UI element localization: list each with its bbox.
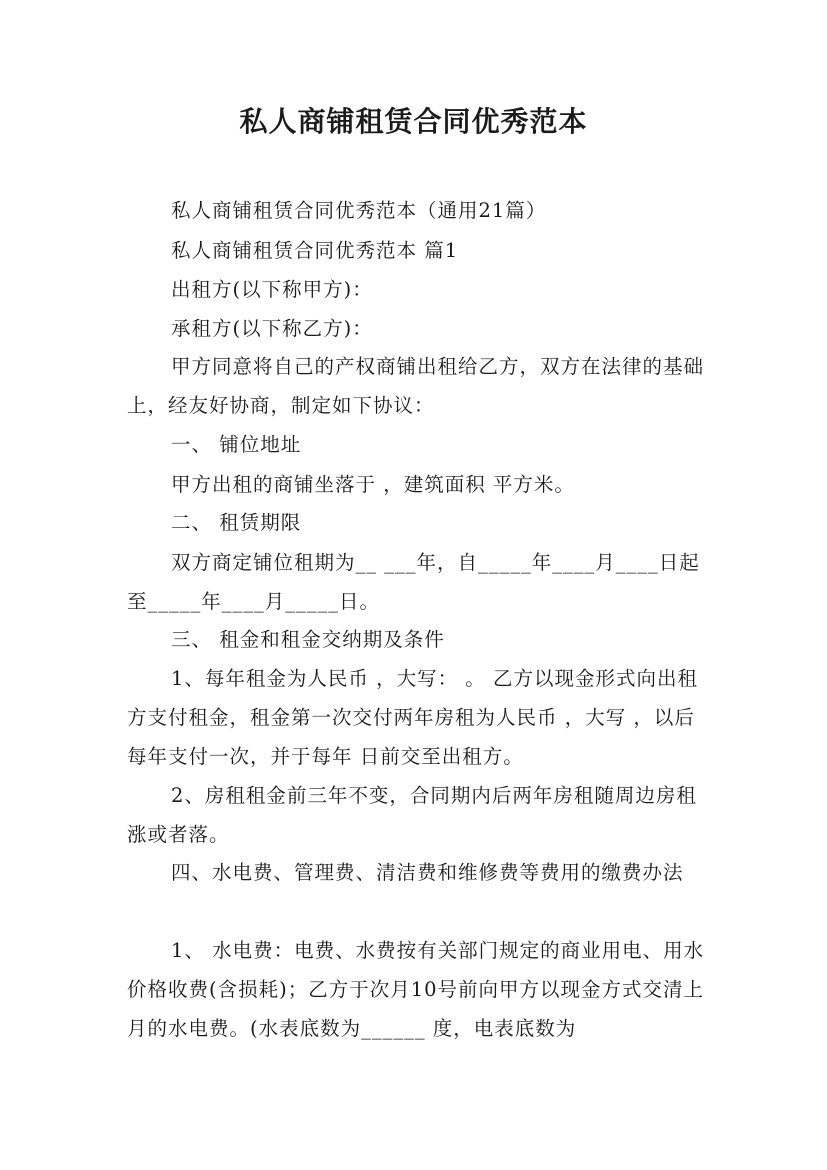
- lessor-paragraph: 出租方(以下称甲方)：: [171, 278, 373, 301]
- agreement-intro-paragraph: 甲方同意将自己的产权商铺出租给乙方，双方在法律的基础上，经友好协商，制定如下协议：: [127, 355, 705, 417]
- utilities-paragraph: 1、 水电费：电费、水费按有关部门规定的商业用电、用水价格收费(含损耗)；乙方于次月10号前向甲方以现金方式交清上月的水电费。(水表底数为______ 度，电表底数为: [127, 939, 705, 1040]
- shop-address-paragraph: 甲方出租的商铺坐落于 ，建筑面积 平方米。: [171, 473, 575, 496]
- lessee-paragraph: 承租方(以下称乙方)：: [171, 317, 373, 340]
- document-title: 私人商铺租赁合同优秀范本: [239, 105, 588, 138]
- clause-heading-1: 一、 铺位地址: [171, 433, 302, 456]
- section-heading-paragraph: 私人商铺租赁合同优秀范本 篇1: [171, 239, 459, 262]
- clause-heading-4: 四、水电费、管理费、清洁费和维修费等费用的缴费办法: [171, 861, 684, 884]
- clause-heading-2: 二、 租赁期限: [171, 511, 302, 534]
- subtitle-paragraph: 私人商铺租赁合同优秀范本（通用21篇）: [171, 199, 547, 222]
- rent-adjustment-paragraph: 2、房租租金前三年不变，合同期内后两年房租随周边房租涨或者落。: [127, 784, 697, 846]
- clause-heading-3: 三、 租金和租金交纳期及条件: [171, 628, 445, 651]
- lease-term-paragraph: 双方商定铺位租期为__ ___年，自_____年____月____日起至_____年____月_____日。: [127, 551, 700, 613]
- rent-amount-paragraph: 1、每年租金为人民币 ，大写： 。 乙方以现金形式向出租方支付租金，租金第一次交付两年房租为人民币 ，大写 ，以后每年支付一次，并于每年 日前交至出租方。: [127, 667, 699, 768]
